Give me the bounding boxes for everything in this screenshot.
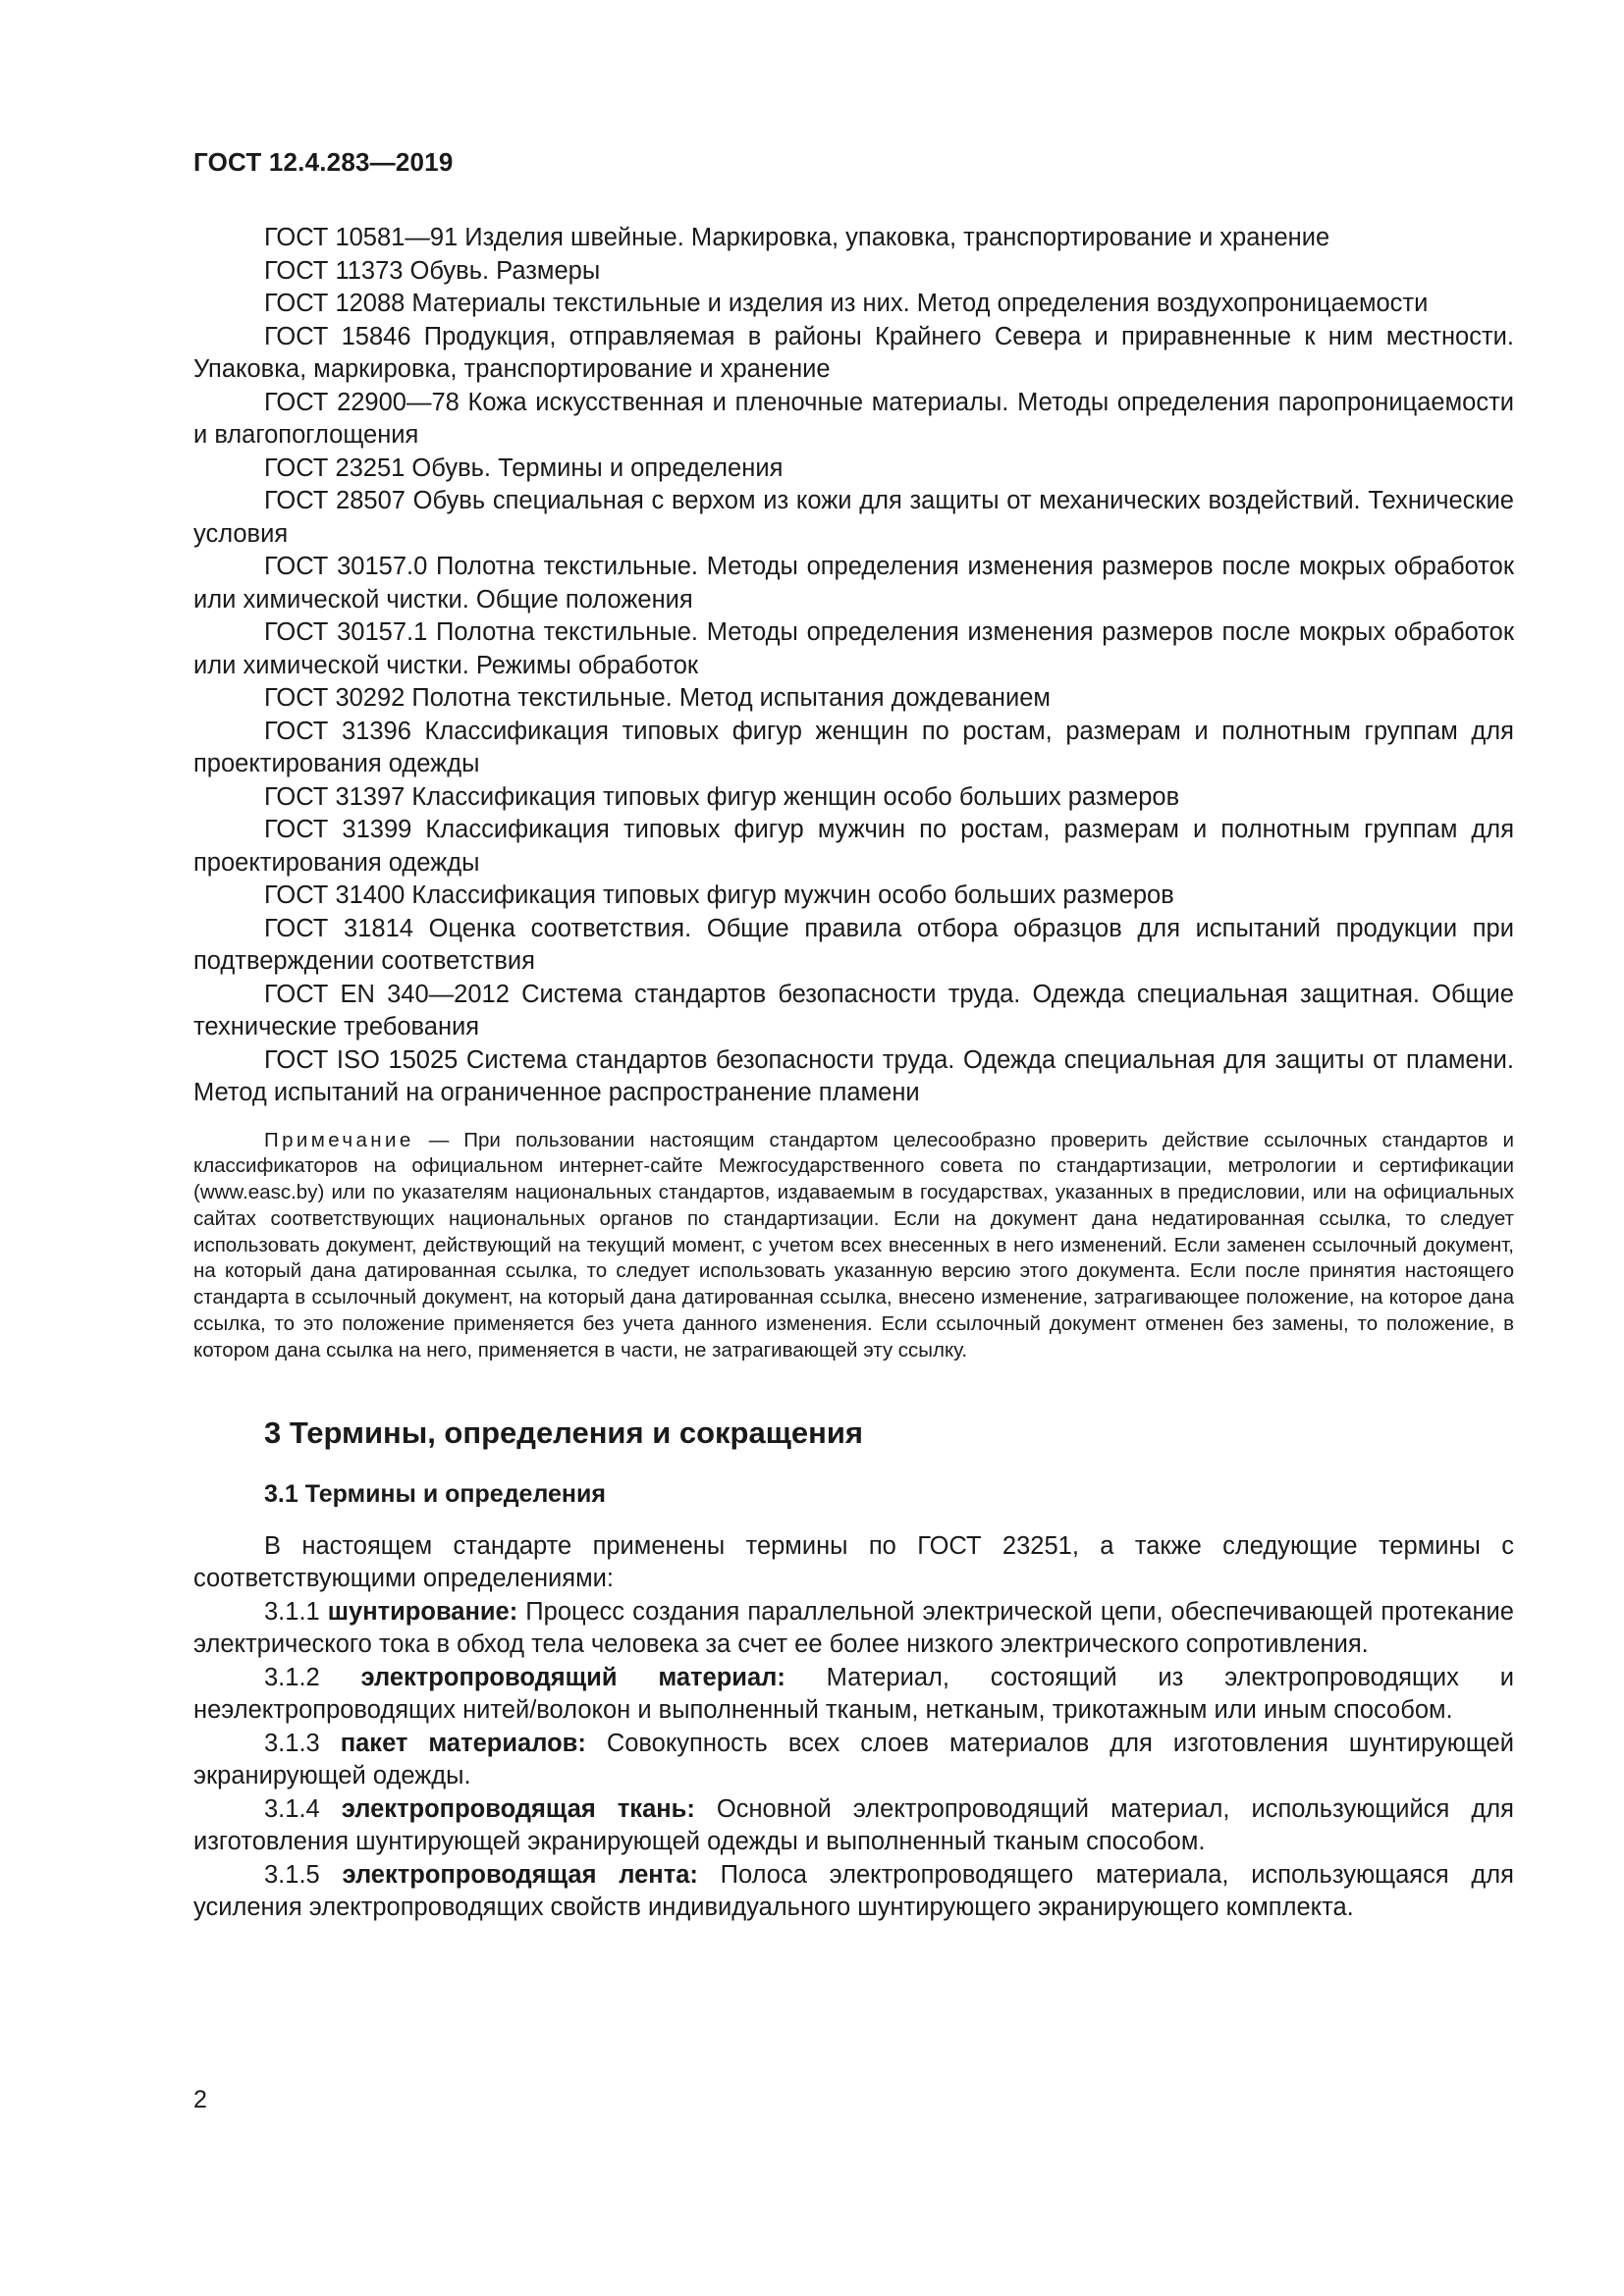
term-definition: Совокупность всех слоев материалов для изготовления шунтирующей экранирующей одежды. (193, 1729, 1514, 1790)
term-definition: Основной электропроводящий материал, использующийся для изготовления шунтирующей экранирующей одежды и выполненный тканым способом. (193, 1794, 1514, 1856)
reference-item: ГОСТ 31399 Классификация типовых фигур мужчин по ростам, размерам и полнотным группам для проектирования одежды (193, 816, 1514, 877)
terms-list (193, 1530, 1514, 1925)
reference-item: ГОСТ 22900—78 Кожа искусственная и пленочные материалы. Методы определения паропроницаемости и влагопоглощения (193, 388, 1514, 449)
reference-item: ГОСТ ISO 15025 Система стандартов безопасности труда. Одежда специальная для защиты от пламени. Метод испытаний на ограниченное распространение пламени (193, 1045, 1514, 1106)
term-definition: Полоса электропроводящего материала, использующаяся для усиления электропроводящих свойств индивидуального шунтирующего экранирующего комплекта. (193, 1860, 1514, 1922)
term-number: 3.1.3 (264, 1729, 341, 1757)
page-number: 2 (193, 2086, 207, 2113)
reference-item: ГОСТ 15846 Продукция, отправляемая в районы Крайнего Севера и приравненные к ним местности. Упаковка, маркировка, транспортирование и хранение (193, 322, 1514, 383)
term-entry (193, 1728, 1514, 1793)
section-heading: 3 Термины, определения и сокращения (264, 1415, 863, 1450)
term-entry (193, 1662, 1514, 1728)
term-entry (193, 1859, 1514, 1925)
reference-item: ГОСТ 30292 Полотна текстильные. Метод испытания дождеванием (264, 684, 1051, 712)
term-number: 3.1.4 (264, 1794, 342, 1823)
term-entry (193, 1596, 1514, 1662)
reference-item: ГОСТ 31397 Классификация типовых фигур женщин особо больших размеров (264, 782, 1180, 811)
reference-item: ГОСТ 28507 Обувь специальная с верхом из кожи для защиты от механических воздействий. Технические условия (193, 487, 1514, 548)
term-name: пакет материалов: (340, 1729, 586, 1757)
term-name: шунтирование: (327, 1597, 518, 1626)
note-label: Примечание (264, 1128, 414, 1151)
reference-item: ГОСТ 10581—91 Изделия швейные. Маркировка, упаковка, транспортирование и хранение (264, 224, 1330, 251)
reference-item: ГОСТ 31814 Оценка соответствия. Общие правила отбора образцов для испытаний продукции при подтверждении соответствия (193, 914, 1514, 975)
term-name: электропроводящая лента: (342, 1860, 698, 1889)
reference-item: ГОСТ 11373 Обувь. Размеры (264, 256, 601, 285)
reference-item: ГОСТ 31400 Классификация типовых фигур мужчин особо больших размеров (264, 881, 1174, 909)
reference-item: ГОСТ 30157.0 Полотна текстильные. Методы определения изменения размеров после мокрых обработок или химической чистки. Общие положения (193, 553, 1514, 614)
term-definition: Материал, состоящий из электропроводящих и неэлектропроводящих нитей/волокон и выполненный тканым, нетканым, трикотажным или иным способом. (193, 1663, 1514, 1725)
term-name: электропроводящий материал: (360, 1663, 785, 1691)
note-text: — При пользовании настоящим стандартом целесообразно проверить действие ссылочных стандартов и классификаторов на официальном интернет-сайте Межгосударственного совета по стандартизации, метрологии и сертификации (www.easc.by) или по указателям национальных стандартов, издаваемым в государствах, указанных в предисловии, или на официальных сайтах соответствующих национальных органов по стандартизации. Если на документ дана недатированная ссылка, то следует использовать документ, действующий на текущий момент, с учетом всех внесенных в него изменений. Если заменен ссылочный документ, на который дана датированная ссылка, то следует использовать указанную версию этого документа. Если после принятия настоящего стандарта в ссылочный документ, на который дана датированная ссылка, внесено изменение, затрагивающее положение, на которое дана ссылка, то это положение применяется без учета данного изменения. Если ссылочный документ отменен без замены, то положение, в котором дана ссылка на него, применяется в части, не затрагивающей эту ссылку. (193, 1128, 1514, 1362)
normative-references-list (193, 222, 1514, 1110)
subsection-heading: 3.1 Термины и определения (264, 1479, 606, 1508)
references-note (193, 1128, 1514, 1364)
document-code-header: ГОСТ 12.4.283—2019 (193, 147, 454, 177)
term-entry (193, 1793, 1514, 1859)
reference-item: ГОСТ 31396 Классификация типовых фигур женщин по ростам, размерам и полнотным группам для проектирования одежды (193, 717, 1514, 777)
terms-intro: В настоящем стандарте применены термины по ГОСТ 23251, а также следующие термины с соответствующими определениями: (193, 1531, 1514, 1593)
term-number: 3.1.1 (264, 1597, 328, 1626)
reference-item: ГОСТ 23251 Обувь. Термины и определения (264, 454, 784, 482)
reference-item: ГОСТ EN 340—2012 Система стандартов безопасности труда. Одежда специальная защитная. Общие технические требования (193, 980, 1514, 1041)
term-number: 3.1.5 (264, 1860, 343, 1889)
reference-item: ГОСТ 12088 Материалы текстильные и изделия из них. Метод определения воздухопроницаемости (264, 290, 1429, 317)
term-definition: Процесс создания параллельной электрической цепи, обеспечивающей протекание электрического тока в обход тела человека за счет ее более низкого электрического сопротивления. (193, 1597, 1514, 1659)
page-content (193, 222, 1514, 1925)
reference-item: ГОСТ 30157.1 Полотна текстильные. Методы определения изменения размеров после мокрых обработок или химической чистки. Режимы обработок (193, 618, 1514, 679)
term-name: электропроводящая ткань: (341, 1794, 695, 1823)
term-number: 3.1.2 (264, 1663, 361, 1691)
